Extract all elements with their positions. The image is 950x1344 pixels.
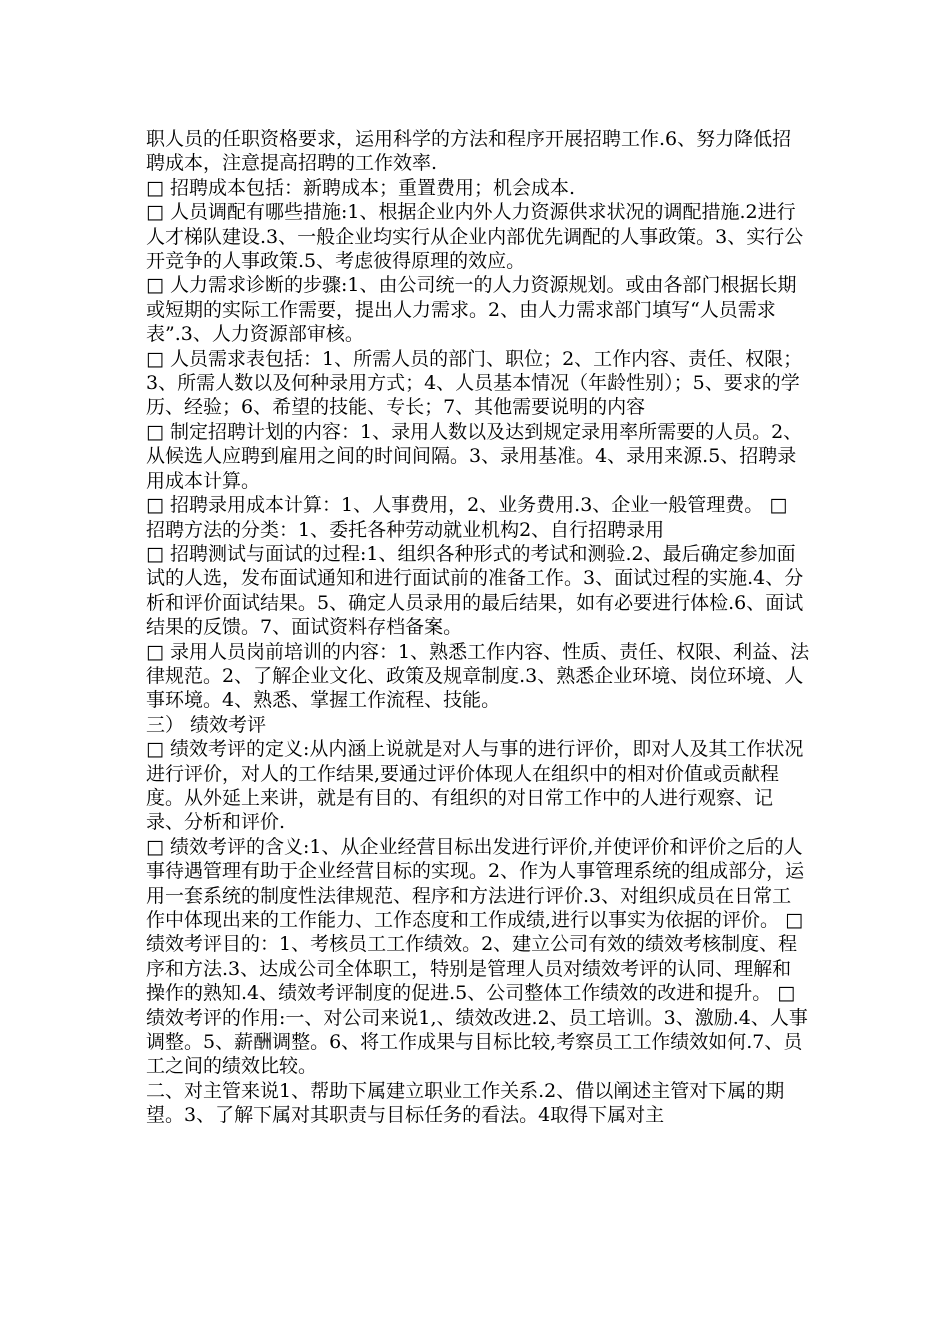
paragraph-7: □ 招聘录用成本计算：1、人事费用，2、业务费用.3、企业一般管理费。 □ 招聘方法的分类：1、委托各种劳动就业机构2、自行招聘录用 — [146, 494, 788, 541]
paragraph-5: □ 人员需求表包括：1、所需人员的部门、职位；2、工作内容、责任、权限；3、所需人数以及何种录用方式；4、人员基本情况（年龄性别）；5、要求的学历、经验；6、希望的技能、专长；7、其他需要说明的内容 — [146, 347, 803, 419]
paragraph-6: □ 制定招聘计划的内容：1、录用人数以及达到规定录用率所需要的人员。2、从候选人应聘到雇用之间的时间间隔。3、录用基准。4、录用来源.5、招聘录用成本计算。 — [146, 420, 803, 492]
paragraph-4: □ 人力需求诊断的步骤:1、由公司统一的人力资源规划。或由各部门根据长期或短期的实际工作需要，提出人力需求。2、由人力需求部门填写“人员需求表”.3、人力资源部审核。 — [146, 274, 797, 346]
paragraph-9: □ 录用人员岗前培训的内容：1、熟悉工作内容、性质、责任、权限、利益、法律规范。2、了解企业文化、政策及规章制度.3、熟悉企业环境、岗位环境、人事环境。4、熟悉、掌握工作流程、技能。 — [146, 640, 810, 712]
paragraph-1: 职人员的任职资格要求，运用科学的方法和程序开展招聘工作.6、努力降低招聘成本，注意提高招聘的工作效率. — [146, 128, 792, 175]
section-heading: 三） 绩效考评 — [146, 713, 267, 736]
paragraph-11: □ 绩效考评的含义:1、从企业经营目标出发进行评价,并使评价和评价之后的人事待遇管理有助于企业经营目标的实现。2、作为人事管理系统的组成部分，运用一套系统的制度性法律规范、程序和方法进行评价.3、对组织成员在日常工作中体现出来的工作能力、工作态度和工作成绩,进行以事实为依据的评价。 □ 绩效考评目的：1、考核员工工作绩效。2、建立公司有效的绩效考核制度、程序和方法.3、达成公司全体职工，特别是管理人员对绩效考评的认同、理解和操作的熟知.4、绩效考评制度的促进.5、公司整体工作绩效的改进和提升。 □ 绩效考评的作用:一、对公司来说1,、绩效改进.2、员工培训。3、激励.4、人事调整。5、薪酬调整。6、将工作成果与目标比较,考察员工工作绩效如何.7、员工之间的绩效比较。 — [146, 835, 808, 1078]
paragraph-2: □ 招聘成本包括：新聘成本；重置费用；机会成本. — [146, 176, 576, 199]
paragraph-10: □ 绩效考评的定义:从内涵上说就是对人与事的进行评价，即对人及其工作状况进行评价，对人的工作结果,要通过评价体现人在组织中的相对价值或贡献程度。从外延上来讲，就是有目的、有组织的对日常工作中的人进行观察、记录、分析和评价. — [146, 738, 804, 834]
document-page — [146, 127, 810, 1128]
paragraph-3: □ 人员调配有哪些措施:1、根据企业内外人力资源供求状况的调配措施.2进行人才梯队建设.3、一般企业均实行从企业内部优先调配的人事政策。3、实行公开竞争的人事政策.5、考虑彼得原理的效应。 — [146, 201, 804, 273]
paragraph-8: □ 招聘测试与面试的过程:1、组织各种形式的考试和测验.2、最后确定参加面试的人选，发布面试通知和进行面试前的准备工作。3、面试过程的实施.4、分析和评价面试结果。5、确定人员录用的最后结果，如有必要进行体检.6、面试结果的反馈。7、面试资料存档备案。 — [146, 542, 804, 639]
paragraph-12: 二、对主管来说1、帮助下属建立职业工作关系.2、借以阐述主管对下属的期望。3、了解下属对其职责与目标任务的看法。4取得下属对主 — [146, 1079, 785, 1127]
